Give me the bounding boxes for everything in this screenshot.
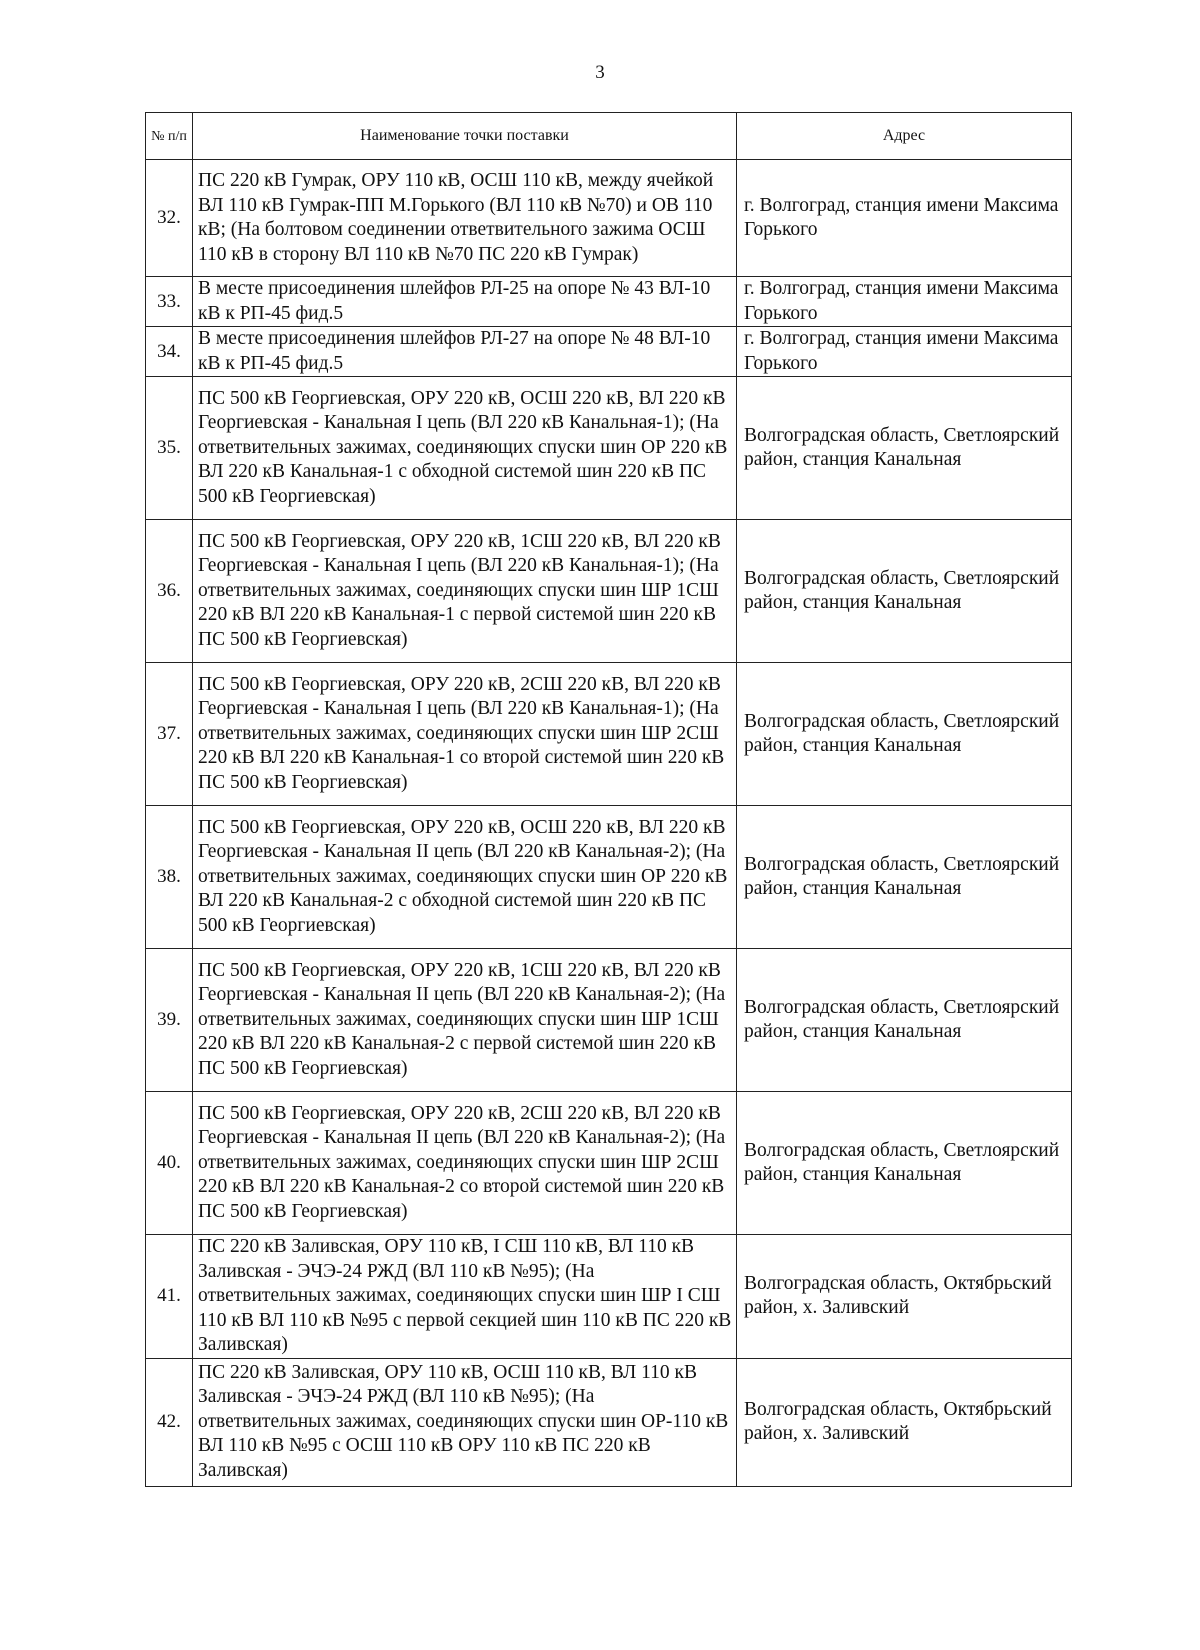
table-row [146,1092,1072,1235]
header-address: Адрес [737,113,1072,160]
table-row [146,327,1072,377]
row-number: 32. [146,160,193,277]
row-number: 35. [146,377,193,520]
address: г. Волгоград, станция имени Максима Горького [737,277,1072,327]
delivery-points-table [145,112,1072,1487]
address: Волгоградская область, Светлоярский район, станция Канальная [737,663,1072,806]
table-row [146,949,1072,1092]
row-number: 38. [146,806,193,949]
row-number: 36. [146,520,193,663]
address: Волгоградская область, Светлоярский район, станция Канальная [737,806,1072,949]
delivery-point-name: ПС 500 кВ Георгиевская, ОРУ 220 кВ, ОСШ 220 кВ, ВЛ 220 кВ Георгиевская - Канальная II цепь (ВЛ 220 кВ Канальная-2); (На ответвительных зажимах, соединяющих спуски шин ОР 220 кВ ВЛ 220 кВ Канальная-2 с обходной системой шин 220 кВ ПС 500 кВ Георгиевская) [193,806,737,949]
header-delivery-point-name: Наименование точки поставки [193,113,737,160]
delivery-point-name: ПС 500 кВ Георгиевская, ОРУ 220 кВ, 2СШ 220 кВ, ВЛ 220 кВ Георгиевская - Канальная II цепь (ВЛ 220 кВ Канальная-2); (На ответвительных зажимах, соединяющих спуски шин ШР 2СШ 220 кВ ВЛ 220 кВ Канальная-2 со второй системой шин 220 кВ ПС 500 кВ Георгиевская) [193,1092,737,1235]
table-row [146,277,1072,327]
address: Волгоградская область, Октябрьский район, х. Заливский [737,1235,1072,1359]
row-number: 34. [146,327,193,377]
table-row [146,806,1072,949]
row-number: 42. [146,1358,193,1486]
row-number: 33. [146,277,193,327]
row-number: 40. [146,1092,193,1235]
row-number: 41. [146,1235,193,1359]
address: г. Волгоград, станция имени Максима Горького [737,327,1072,377]
address: Волгоградская область, Светлоярский район, станция Канальная [737,949,1072,1092]
delivery-point-name: В месте присоединения шлейфов РЛ-25 на опоре № 43 ВЛ-10 кВ к РП-45 фид.5 [193,277,737,327]
page-number: 3 [595,62,605,83]
delivery-point-name: ПС 220 кВ Заливская, ОРУ 110 кВ, I СШ 110 кВ, ВЛ 110 кВ Заливская - ЭЧЭ-24 РЖД (ВЛ 110 кВ №95); (На ответвительных зажимах, соединяющих спуски шин ШР I СШ 110 кВ ВЛ 110 кВ №95 с первой секцией шин 110 кВ ПС 220 кВ Заливская) [193,1235,737,1359]
delivery-point-name: ПС 500 кВ Георгиевская, ОРУ 220 кВ, 2СШ 220 кВ, ВЛ 220 кВ Георгиевская - Канальная I цепь (ВЛ 220 кВ Канальная-1); (На ответвительных зажимах, соединяющих спуски шин ШР 2СШ 220 кВ ВЛ 220 кВ Канальная-1 со второй системой шин 220 кВ ПС 500 кВ Георгиевская) [193,663,737,806]
address: Волгоградская область, Светлоярский район, станция Канальная [737,377,1072,520]
address: Волгоградская область, Светлоярский район, станция Канальная [737,520,1072,663]
table-row [146,160,1072,277]
delivery-point-name: ПС 220 кВ Гумрак, ОРУ 110 кВ, ОСШ 110 кВ, между ячейкой ВЛ 110 кВ Гумрак-ПП М.Горького (ВЛ 110 кВ №70) и ОВ 110 кВ; (На болтовом соединении ответвительного зажима ОСШ 110 кВ в сторону ВЛ 110 кВ №70 ПС 220 кВ Гумрак) [193,160,737,277]
header-number: № п/п [146,113,193,160]
delivery-point-name: ПС 500 кВ Георгиевская, ОРУ 220 кВ, ОСШ 220 кВ, ВЛ 220 кВ Георгиевская - Канальная I цепь (ВЛ 220 кВ Канальная-1); (На ответвительных зажимах, соединяющих спуски шин ОР 220 кВ ВЛ 220 кВ Канальная-1 с обходной системой шин 220 кВ ПС 500 кВ Георгиевская) [193,377,737,520]
table-row [146,520,1072,663]
delivery-point-name: ПС 500 кВ Георгиевская, ОРУ 220 кВ, 1СШ 220 кВ, ВЛ 220 кВ Георгиевская - Канальная II цепь (ВЛ 220 кВ Канальная-2); (На ответвительных зажимах, соединяющих спуски шин ШР 1СШ 220 кВ ВЛ 220 кВ Канальная-2 с первой системой шин 220 кВ ПС 500 кВ Георгиевская) [193,949,737,1092]
delivery-point-name: ПС 220 кВ Заливская, ОРУ 110 кВ, ОСШ 110 кВ, ВЛ 110 кВ Заливская - ЭЧЭ-24 РЖД (ВЛ 110 кВ №95); (На ответвительных зажимах, соединяющих спуски шин ОР-110 кВ ВЛ 110 кВ №95 с ОСШ 110 кВ ОРУ 110 кВ ПС 220 кВ Заливская) [193,1358,737,1486]
delivery-point-name: В месте присоединения шлейфов РЛ-27 на опоре № 48 ВЛ-10 кВ к РП-45 фид.5 [193,327,737,377]
row-number: 37. [146,663,193,806]
address: г. Волгоград, станция имени Максима Горького [737,160,1072,277]
table-header-row [146,113,1072,160]
table-row [146,1235,1072,1359]
address: Волгоградская область, Светлоярский район, станция Канальная [737,1092,1072,1235]
table-row [146,377,1072,520]
address: Волгоградская область, Октябрьский район, х. Заливский [737,1358,1072,1486]
table-row [146,663,1072,806]
table-row [146,1358,1072,1486]
row-number: 39. [146,949,193,1092]
delivery-point-name: ПС 500 кВ Георгиевская, ОРУ 220 кВ, 1СШ 220 кВ, ВЛ 220 кВ Георгиевская - Канальная I цепь (ВЛ 220 кВ Канальная-1); (На ответвительных зажимах, соединяющих спуски шин ШР 1СШ 220 кВ ВЛ 220 кВ Канальная-1 с первой системой шин 220 кВ ПС 500 кВ Георгиевская) [193,520,737,663]
